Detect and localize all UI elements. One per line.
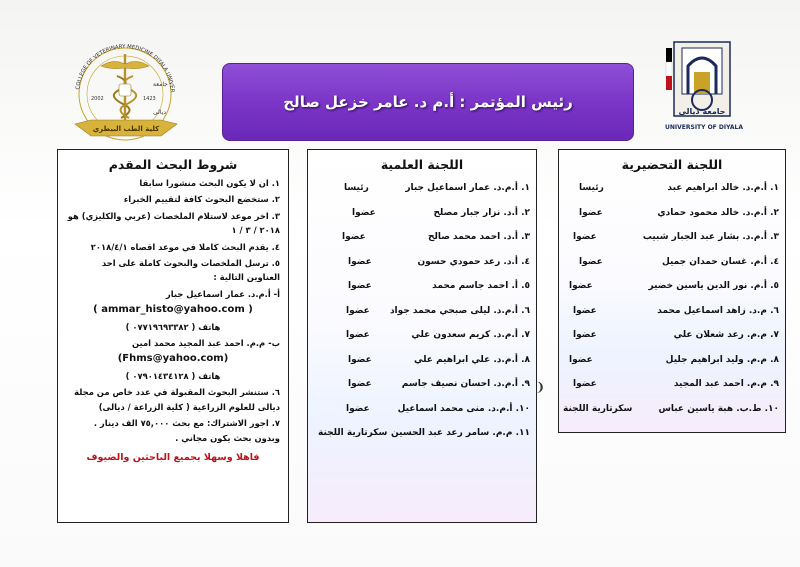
list-item: ١. أ.م.د. خالد ابراهيم عبد رئيسا	[579, 183, 779, 193]
contact-b-name: ب- م.م. احمد عبد المجيد محمد امين	[132, 338, 280, 349]
list-item: ٤. أ.د. رعد حمودي حسون عضوا	[348, 256, 530, 267]
contact-b-phone: ( ٠٧٩٠١٤٣٤١٢٨ )	[125, 370, 196, 381]
contact-a-phone: ( ٠٧٧١٩٦٩٣٣٨٢ )	[125, 321, 196, 332]
university-logo	[664, 38, 744, 136]
list-item: ١. أ.م.د. عمار اسماعيل جبار رئيسا	[344, 183, 530, 193]
welcome-message: فاهلا وسهلا بجميع الباحثين والضيوف	[86, 451, 260, 463]
list-item: ٨. م.م. وليد ابراهيم جليل عضوا	[569, 354, 779, 365]
condition-7: ٧. اجور الاشتراك: مع بحث ٧٥,٠٠٠ الف دينار . وبدون بحث يكون مجاني .	[93, 418, 280, 443]
condition-6: ٦. ستنشر البحوث المقبولة في عدد خاص من مجلة ديالى للعلوم الزراعية ( كلية الزراعة / ديالى)	[74, 387, 280, 412]
contact-a-phone-row	[66, 320, 280, 334]
contact-b-phone-row	[66, 369, 280, 383]
list-item: ٢. أ.د. نزار جبار مصلح عضوا	[352, 207, 530, 218]
logo-word-top: جامعة	[153, 81, 168, 88]
list-item: ١١. م.م. سامر رعد عبد الحسين سكرتارية اللجنة	[318, 428, 530, 438]
list-item: ٩. أ.م.د. احسان نصيف جاسم عضوا	[348, 379, 530, 389]
scientific-members-list	[308, 176, 536, 446]
list-item: ٥. أ.م. نور الدين ياسين خضير عضوا	[569, 281, 779, 291]
condition-1: ١. ان لا يكون البحث منشورا سابقا	[139, 178, 280, 188]
list-item: ٧. أ.م.د. كريم سعدون علي عضوا	[346, 330, 530, 340]
logo-arc-text: COLLEGE OF VETERINARY MEDICINE DIYALA UNIVER	[75, 43, 176, 93]
condition-2: ٢. ستخضع البحوث كافة لتقييم الخبراء	[123, 194, 280, 205]
university-arabic-name: جامعة ديالى	[678, 107, 726, 116]
list-item: ٨. أ.م.د. علي ابراهيم علي عضوا	[348, 354, 530, 365]
university-english-name: UNIVERSITY OF DIYALA	[665, 124, 743, 131]
research-conditions-title: شروط البحث المقدم	[108, 157, 238, 172]
phone-label: هاتف	[198, 370, 221, 381]
list-item: ٦. م.د. زاهد اسماعيل محمد عضوا	[573, 305, 779, 316]
conference-chair-banner	[222, 63, 634, 141]
contact-b-email[interactable]: (Fhms@yahoo.com)	[117, 353, 229, 365]
preparatory-members-list	[559, 176, 785, 421]
list-item: ٦. أ.م.د. ليلى صبحي محمد جواد عضوا	[346, 305, 530, 316]
conference-chair-title: رئيس المؤتمر : أ.م د. عامر خزعل صالح	[283, 93, 573, 111]
list-item: ٥. أ. احمد جاسم محمد عضوا	[348, 281, 530, 291]
list-item: ٩. م.م. احمد عبد المجيد عضوا	[573, 379, 779, 389]
conditions-list	[58, 176, 288, 465]
preparatory-committee-box	[558, 149, 786, 433]
contact-a-name: أ- أ.م.د. عمار اسماعيل جبار	[165, 288, 280, 299]
list-item: ٣. أ.د. احمد محمد صالح عضوا	[342, 232, 530, 242]
logo-word-mid: ديالى	[153, 109, 166, 116]
logo-year-right: 1423	[143, 96, 156, 102]
university-emblem-icon	[664, 38, 744, 124]
scientific-committee-title: اللجنة العلمية	[380, 157, 464, 172]
vet-college-logo	[57, 36, 194, 142]
contact-a-email[interactable]: ( ammar_histo@yahoo.com )	[93, 304, 253, 316]
logo-year-left: 2002	[91, 96, 104, 102]
condition-3: ٣. اخر موعد لاستلام الملخصات (عربي والكليزي) هو ٢٠١٨ / ٣ / ١	[67, 210, 280, 236]
list-item: ١٠. ط.ب. هبة ياسين عباس سكرتارية اللجنة	[563, 403, 779, 414]
condition-4: ٤. يقدم البحث كاملا في موعد اقصاه ٢٠١٨/٤/١	[90, 241, 280, 252]
preparatory-committee-title: اللجنة التحضيرية	[621, 157, 723, 172]
scientific-committee-box	[307, 149, 537, 523]
list-item: ٢. أ.م.د. خالد محمود حمادي عضوا	[579, 207, 779, 218]
list-item: ٧. م.م. رعد شعلان علي عضوا	[573, 330, 779, 340]
phone-label: هاتف	[198, 321, 221, 332]
list-item: ١٠. أ.م.د. منى محمد اسماعيل عضوا	[346, 403, 530, 414]
logo-ribbon-text: كلية الطب البيطري	[92, 125, 160, 133]
list-item: ٣. أ.م.د. بشار عبد الجبار شبيب عضوا	[573, 232, 779, 242]
cursor-mark-icon: ❩	[535, 380, 546, 394]
list-item: ٤. أ.م. غسان حمدان جميل عضوا	[579, 256, 779, 267]
research-conditions-box	[57, 149, 289, 523]
condition-5: ٥. ترسل الملخصات والبحوث كاملة على احد العناوين التالية :	[101, 258, 280, 283]
